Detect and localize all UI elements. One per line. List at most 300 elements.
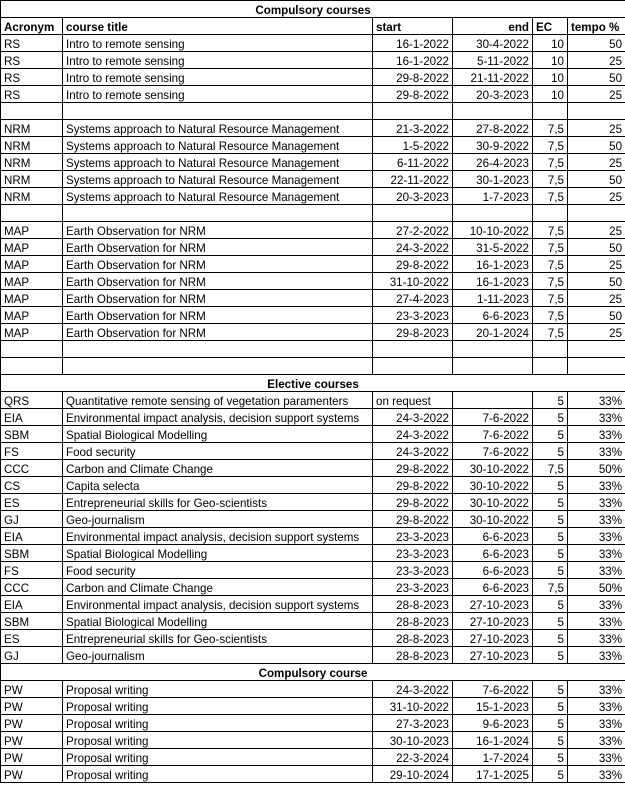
ec-cell: 5 <box>533 392 568 409</box>
ec-cell: 7,5 <box>533 290 568 307</box>
table-row <box>1 120 625 137</box>
end-cell: 1-7-2024 <box>453 749 533 766</box>
start-cell: 21-3-2022 <box>373 120 453 137</box>
ec-cell: 7,5 <box>533 324 568 341</box>
ec-cell: 7,5 <box>533 137 568 154</box>
table-row <box>1 749 625 766</box>
header-start: start <box>373 18 453 35</box>
ec-cell: 5 <box>533 426 568 443</box>
section-header-elective <box>1 375 625 392</box>
start-cell: 23-3-2023 <box>373 562 453 579</box>
empty-cell <box>533 103 568 120</box>
start-cell: 24-3-2022 <box>373 681 453 698</box>
empty-cell <box>568 358 625 375</box>
end-cell: 30-10-2022 <box>453 460 533 477</box>
ec-cell: 7,5 <box>533 579 568 596</box>
start-cell: 29-8-2022 <box>373 460 453 477</box>
table-row <box>1 69 625 86</box>
end-cell: 27-10-2023 <box>453 630 533 647</box>
end-cell: 5-11-2022 <box>453 52 533 69</box>
empty-cell <box>373 358 453 375</box>
empty-cell <box>568 341 625 358</box>
end-cell: 6-6-2023 <box>453 528 533 545</box>
blank-row <box>1 205 625 222</box>
acronym-cell: SBM <box>1 613 63 630</box>
start-cell: on request <box>373 392 453 409</box>
acronym-cell: FS <box>1 443 63 460</box>
ec-cell: 5 <box>533 562 568 579</box>
course-title-cell: Earth Observation for NRM <box>63 256 373 273</box>
course-title-cell: Systems approach to Natural Resource Management <box>63 154 373 171</box>
table-row <box>1 528 625 545</box>
table-row <box>1 188 625 205</box>
tempo-cell: 33% <box>568 749 625 766</box>
ec-cell: 5 <box>533 630 568 647</box>
ec-cell: 7,5 <box>533 256 568 273</box>
empty-cell <box>1 341 63 358</box>
acronym-cell: EIA <box>1 596 63 613</box>
start-cell: 24-3-2022 <box>373 239 453 256</box>
start-cell: 28-8-2023 <box>373 613 453 630</box>
tempo-cell: 33% <box>568 766 625 783</box>
table-row <box>1 324 625 341</box>
course-title-cell: Environmental impact analysis, decision support systems <box>63 596 373 613</box>
tempo-cell: 33% <box>568 732 625 749</box>
tempo-cell: 33% <box>568 647 625 664</box>
course-title-cell: Intro to remote sensing <box>63 69 373 86</box>
tempo-cell: 33% <box>568 392 625 409</box>
start-cell: 28-8-2023 <box>373 647 453 664</box>
tempo-cell: 50 <box>568 137 625 154</box>
acronym-cell: PW <box>1 698 63 715</box>
start-cell: 27-3-2023 <box>373 715 453 732</box>
course-title-cell: Food security <box>63 562 373 579</box>
table-row <box>1 545 625 562</box>
start-cell: 29-10-2024 <box>373 766 453 783</box>
table-row <box>1 460 625 477</box>
acronym-cell: PW <box>1 749 63 766</box>
start-cell: 29-8-2022 <box>373 69 453 86</box>
course-title-cell: Earth Observation for NRM <box>63 273 373 290</box>
table-row <box>1 154 625 171</box>
empty-cell <box>63 341 373 358</box>
course-title-cell: Carbon and Climate Change <box>63 460 373 477</box>
end-cell: 7-6-2022 <box>453 426 533 443</box>
end-cell: 9-6-2023 <box>453 715 533 732</box>
ec-cell: 5 <box>533 528 568 545</box>
ec-cell: 7,5 <box>533 239 568 256</box>
table-row <box>1 307 625 324</box>
ec-cell: 10 <box>533 52 568 69</box>
tempo-cell: 33% <box>568 698 625 715</box>
course-title-cell: Environmental impact analysis, decision support systems <box>63 528 373 545</box>
empty-cell <box>63 358 373 375</box>
start-cell: 22-3-2024 <box>373 749 453 766</box>
end-cell: 16-1-2024 <box>453 732 533 749</box>
header-ec: EC <box>533 18 568 35</box>
tempo-cell: 25 <box>568 154 625 171</box>
start-cell: 23-3-2023 <box>373 545 453 562</box>
end-cell: 30-10-2022 <box>453 511 533 528</box>
tempo-cell: 50 <box>568 307 625 324</box>
ec-cell: 10 <box>533 86 568 103</box>
tempo-cell: 25 <box>568 256 625 273</box>
section-title: Compulsory course <box>1 664 625 681</box>
start-cell: 29-8-2022 <box>373 256 453 273</box>
header-course-title: course title <box>63 18 373 35</box>
tempo-cell: 33% <box>568 511 625 528</box>
acronym-cell: RS <box>1 52 63 69</box>
tempo-cell: 50% <box>568 579 625 596</box>
end-cell: 16-1-2023 <box>453 273 533 290</box>
end-cell: 16-1-2023 <box>453 256 533 273</box>
ec-cell: 5 <box>533 443 568 460</box>
table-row <box>1 239 625 256</box>
course-title-cell: Systems approach to Natural Resource Management <box>63 120 373 137</box>
tempo-cell: 33% <box>568 494 625 511</box>
course-title-cell: Spatial Biological Modelling <box>63 545 373 562</box>
course-title-cell: Proposal writing <box>63 681 373 698</box>
acronym-cell: EIA <box>1 409 63 426</box>
start-cell: 28-8-2023 <box>373 596 453 613</box>
acronym-cell: PW <box>1 766 63 783</box>
acronym-cell: MAP <box>1 239 63 256</box>
empty-cell <box>453 103 533 120</box>
tempo-cell: 33% <box>568 596 625 613</box>
course-title-cell: Food security <box>63 443 373 460</box>
table-row <box>1 766 625 783</box>
end-cell: 7-6-2022 <box>453 409 533 426</box>
ec-cell: 5 <box>533 545 568 562</box>
tempo-cell: 33% <box>568 613 625 630</box>
ec-cell: 5 <box>533 409 568 426</box>
end-cell: 30-4-2022 <box>453 35 533 52</box>
ec-cell: 5 <box>533 732 568 749</box>
course-title-cell: Intro to remote sensing <box>63 52 373 69</box>
start-cell: 24-3-2022 <box>373 426 453 443</box>
table-row <box>1 494 625 511</box>
acronym-cell: MAP <box>1 256 63 273</box>
course-title-cell: Earth Observation for NRM <box>63 307 373 324</box>
start-cell: 20-3-2023 <box>373 188 453 205</box>
course-title-cell: Spatial Biological Modelling <box>63 426 373 443</box>
end-cell: 7-6-2022 <box>453 443 533 460</box>
tempo-cell: 33% <box>568 477 625 494</box>
acronym-cell: QRS <box>1 392 63 409</box>
acronym-cell: MAP <box>1 324 63 341</box>
start-cell: 31-10-2022 <box>373 698 453 715</box>
ec-cell: 5 <box>533 715 568 732</box>
start-cell: 16-1-2022 <box>373 35 453 52</box>
tempo-cell: 25 <box>568 222 625 239</box>
acronym-cell: MAP <box>1 273 63 290</box>
course-title-cell: Proposal writing <box>63 766 373 783</box>
tempo-cell: 33% <box>568 528 625 545</box>
table-row <box>1 698 625 715</box>
tempo-cell: 50 <box>568 69 625 86</box>
start-cell: 23-3-2023 <box>373 579 453 596</box>
table-row <box>1 273 625 290</box>
acronym-cell: NRM <box>1 188 63 205</box>
blank-row <box>1 103 625 120</box>
tempo-cell: 33% <box>568 545 625 562</box>
table-row <box>1 86 625 103</box>
end-cell: 1-7-2023 <box>453 188 533 205</box>
acronym-cell: MAP <box>1 222 63 239</box>
end-cell: 30-9-2022 <box>453 137 533 154</box>
start-cell: 6-11-2022 <box>373 154 453 171</box>
blank-row <box>1 341 625 358</box>
end-cell: 6-6-2023 <box>453 562 533 579</box>
acronym-cell: SBM <box>1 545 63 562</box>
ec-cell: 7,5 <box>533 222 568 239</box>
end-cell: 27-10-2023 <box>453 613 533 630</box>
ec-cell: 10 <box>533 69 568 86</box>
tempo-cell: 50 <box>568 273 625 290</box>
acronym-cell: NRM <box>1 137 63 154</box>
table-row <box>1 137 625 154</box>
end-cell: 27-8-2022 <box>453 120 533 137</box>
course-title-cell: Systems approach to Natural Resource Management <box>63 171 373 188</box>
ec-cell: 5 <box>533 477 568 494</box>
table-row <box>1 52 625 69</box>
table-row <box>1 562 625 579</box>
ec-cell: 5 <box>533 698 568 715</box>
empty-cell <box>533 341 568 358</box>
tempo-cell: 50 <box>568 35 625 52</box>
end-cell: 21-11-2022 <box>453 69 533 86</box>
tempo-cell: 25 <box>568 324 625 341</box>
course-title-cell: Capita selecta <box>63 477 373 494</box>
end-cell: 20-3-2023 <box>453 86 533 103</box>
tempo-cell: 33% <box>568 562 625 579</box>
tempo-cell: 50% <box>568 460 625 477</box>
acronym-cell: PW <box>1 715 63 732</box>
acronym-cell: CS <box>1 477 63 494</box>
tempo-cell: 25 <box>568 188 625 205</box>
table-row <box>1 732 625 749</box>
end-cell: 20-1-2024 <box>453 324 533 341</box>
empty-cell <box>1 205 63 222</box>
acronym-cell: RS <box>1 86 63 103</box>
course-title-cell: Earth Observation for NRM <box>63 290 373 307</box>
course-title-cell: Proposal writing <box>63 749 373 766</box>
start-cell: 24-3-2022 <box>373 409 453 426</box>
ec-cell: 5 <box>533 494 568 511</box>
acronym-cell: CCC <box>1 460 63 477</box>
acronym-cell: SBM <box>1 426 63 443</box>
ec-cell: 7,5 <box>533 120 568 137</box>
end-cell: 7-6-2022 <box>453 681 533 698</box>
course-title-cell: Spatial Biological Modelling <box>63 613 373 630</box>
column-header-row <box>1 18 625 35</box>
course-title-cell: Proposal writing <box>63 698 373 715</box>
ec-cell: 7,5 <box>533 273 568 290</box>
end-cell <box>453 392 533 409</box>
course-title-cell: Earth Observation for NRM <box>63 239 373 256</box>
empty-cell <box>568 103 625 120</box>
table-row <box>1 171 625 188</box>
header-end: end <box>453 18 533 35</box>
end-cell: 27-10-2023 <box>453 596 533 613</box>
course-title-cell: Quantitative remote sensing of vegetation paramenters <box>63 392 373 409</box>
tempo-cell: 50 <box>568 171 625 188</box>
tempo-cell: 25 <box>568 52 625 69</box>
empty-cell <box>533 358 568 375</box>
ec-cell: 10 <box>533 35 568 52</box>
acronym-cell: ES <box>1 494 63 511</box>
ec-cell: 5 <box>533 596 568 613</box>
end-cell: 27-10-2023 <box>453 647 533 664</box>
ec-cell: 5 <box>533 647 568 664</box>
acronym-cell: PW <box>1 732 63 749</box>
start-cell: 29-8-2022 <box>373 494 453 511</box>
table-row <box>1 715 625 732</box>
course-title-cell: Proposal writing <box>63 732 373 749</box>
tempo-cell: 25 <box>568 290 625 307</box>
table-row <box>1 426 625 443</box>
ec-cell: 7,5 <box>533 307 568 324</box>
end-cell: 17-1-2025 <box>453 766 533 783</box>
table-row <box>1 443 625 460</box>
course-title-cell: Geo-journalism <box>63 511 373 528</box>
course-title-cell: Proposal writing <box>63 715 373 732</box>
tempo-cell: 33% <box>568 630 625 647</box>
section-header-compulsory <box>1 1 625 18</box>
acronym-cell: GJ <box>1 511 63 528</box>
table-row <box>1 256 625 273</box>
empty-cell <box>1 358 63 375</box>
tempo-cell: 33% <box>568 409 625 426</box>
table-row <box>1 613 625 630</box>
end-cell: 26-4-2023 <box>453 154 533 171</box>
start-cell: 23-3-2023 <box>373 307 453 324</box>
end-cell: 15-1-2023 <box>453 698 533 715</box>
course-title-cell: Entrepreneurial skills for Geo-scientists <box>63 494 373 511</box>
course-title-cell: Carbon and Climate Change <box>63 579 373 596</box>
acronym-cell: MAP <box>1 307 63 324</box>
empty-cell <box>373 205 453 222</box>
end-cell: 30-10-2022 <box>453 477 533 494</box>
ec-cell: 7,5 <box>533 460 568 477</box>
ec-cell: 5 <box>533 749 568 766</box>
start-cell: 22-11-2022 <box>373 171 453 188</box>
acronym-cell: CCC <box>1 579 63 596</box>
start-cell: 29-8-2023 <box>373 324 453 341</box>
tempo-cell: 25 <box>568 120 625 137</box>
end-cell: 6-6-2023 <box>453 545 533 562</box>
table-row <box>1 647 625 664</box>
table-row <box>1 681 625 698</box>
course-title-cell: Geo-journalism <box>63 647 373 664</box>
start-cell: 31-10-2022 <box>373 273 453 290</box>
acronym-cell: RS <box>1 69 63 86</box>
empty-cell <box>63 205 373 222</box>
acronym-cell: ES <box>1 630 63 647</box>
header-tempo: tempo % <box>568 18 625 35</box>
table-row <box>1 392 625 409</box>
end-cell: 10-10-2022 <box>453 222 533 239</box>
acronym-cell: GJ <box>1 647 63 664</box>
course-title-cell: Entrepreneurial skills for Geo-scientists <box>63 630 373 647</box>
ec-cell: 7,5 <box>533 188 568 205</box>
start-cell: 28-8-2023 <box>373 630 453 647</box>
empty-cell <box>533 205 568 222</box>
start-cell: 30-10-2023 <box>373 732 453 749</box>
tempo-cell: 33% <box>568 426 625 443</box>
acronym-cell: NRM <box>1 120 63 137</box>
end-cell: 31-5-2022 <box>453 239 533 256</box>
start-cell: 27-4-2023 <box>373 290 453 307</box>
course-title-cell: Environmental impact analysis, decision support systems <box>63 409 373 426</box>
ec-cell: 5 <box>533 613 568 630</box>
acronym-cell: EIA <box>1 528 63 545</box>
blank-row <box>1 358 625 375</box>
ec-cell: 7,5 <box>533 154 568 171</box>
acronym-cell: MAP <box>1 290 63 307</box>
empty-cell <box>63 103 373 120</box>
empty-cell <box>453 341 533 358</box>
end-cell: 30-10-2022 <box>453 494 533 511</box>
table-row <box>1 511 625 528</box>
header-acronym: Acronym <box>1 18 63 35</box>
table-row <box>1 579 625 596</box>
table-row <box>1 290 625 307</box>
empty-cell <box>453 358 533 375</box>
ec-cell: 7,5 <box>533 171 568 188</box>
ec-cell: 5 <box>533 766 568 783</box>
table-row <box>1 409 625 426</box>
section-header-compulsory-course <box>1 664 625 681</box>
start-cell: 23-3-2023 <box>373 528 453 545</box>
start-cell: 29-8-2022 <box>373 86 453 103</box>
table-row <box>1 596 625 613</box>
course-title-cell: Earth Observation for NRM <box>63 222 373 239</box>
empty-cell <box>453 205 533 222</box>
end-cell: 30-1-2023 <box>453 171 533 188</box>
course-title-cell: Systems approach to Natural Resource Management <box>63 188 373 205</box>
end-cell: 1-11-2023 <box>453 290 533 307</box>
table-row <box>1 35 625 52</box>
acronym-cell: NRM <box>1 171 63 188</box>
course-title-cell: Systems approach to Natural Resource Management <box>63 137 373 154</box>
end-cell: 6-6-2023 <box>453 579 533 596</box>
start-cell: 16-1-2022 <box>373 52 453 69</box>
table-row <box>1 477 625 494</box>
tempo-cell: 25 <box>568 86 625 103</box>
empty-cell <box>373 103 453 120</box>
start-cell: 1-5-2022 <box>373 137 453 154</box>
acronym-cell: NRM <box>1 154 63 171</box>
table-row <box>1 222 625 239</box>
course-schedule-body <box>1 1 625 783</box>
section-title: Compulsory courses <box>1 1 625 18</box>
course-title-cell: Earth Observation for NRM <box>63 324 373 341</box>
acronym-cell: PW <box>1 681 63 698</box>
start-cell: 27-2-2022 <box>373 222 453 239</box>
acronym-cell: RS <box>1 35 63 52</box>
tempo-cell: 50 <box>568 239 625 256</box>
section-title: Elective courses <box>1 375 625 392</box>
start-cell: 29-8-2022 <box>373 477 453 494</box>
ec-cell: 5 <box>533 681 568 698</box>
ec-cell: 5 <box>533 511 568 528</box>
empty-cell <box>1 103 63 120</box>
table-row <box>1 630 625 647</box>
empty-cell <box>568 205 625 222</box>
empty-cell <box>373 341 453 358</box>
acronym-cell: FS <box>1 562 63 579</box>
